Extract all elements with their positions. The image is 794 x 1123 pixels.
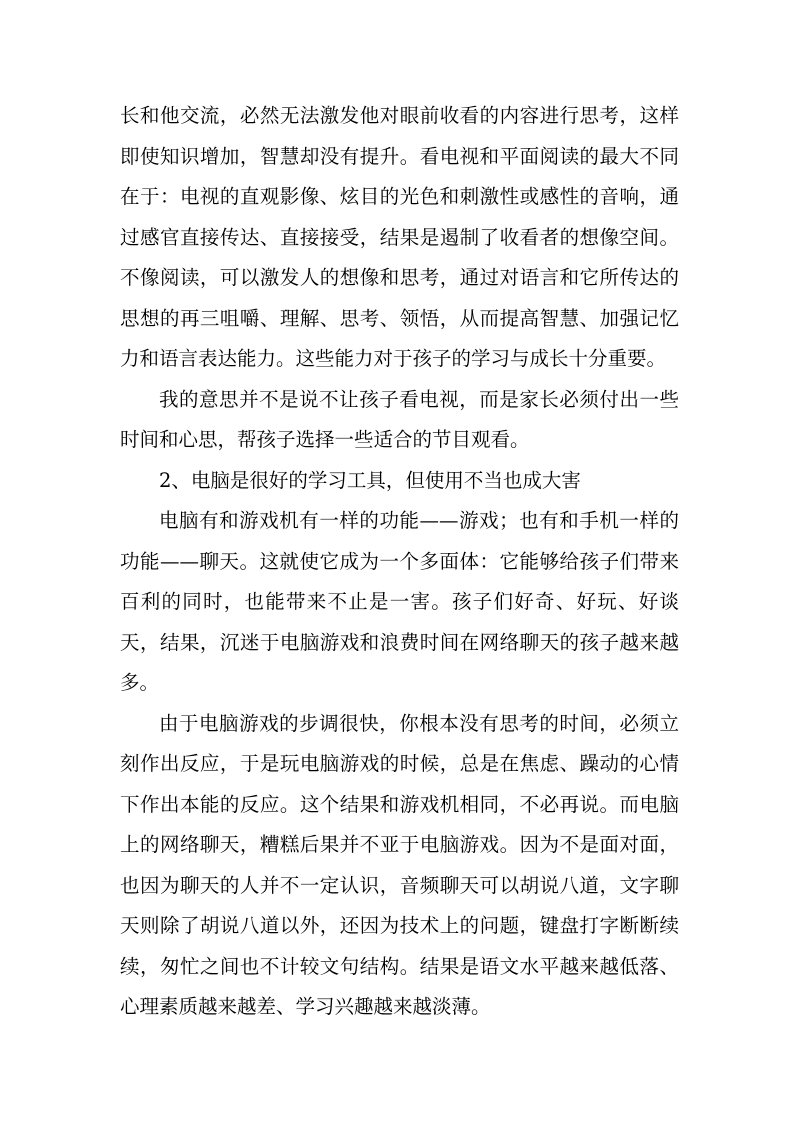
section-heading-computer: 2、电脑是很好的学习工具，但使用不当也成大害 [159, 468, 581, 492]
paragraph-computer-functions: 电脑有和游戏机有一样的功能——游戏；也有和手机一样的功能——聊天。这就使它成为一个多面体：它能够给孩子们带来百利的同时，也能带来不止是一害。孩子们好奇、好玩、好谈天，结果，沉迷于电脑游戏和浪费时间在网络聊天的孩子越来越多。 [120, 509, 679, 694]
paragraph-continued: 长和他交流，必然无法激发他对眼前收看的内容进行思考，这样即使知识增加，智慧却没有提升。看电视和平面阅读的最大不同在于：电视的直观影像、炫目的光色和刺激性或感性的音响，通过感官直接传达、直接接受，结果是遏制了收看者的想像空间。不像阅读，可以激发人的想像和思考，通过对语言和它所传达的思想的再三咀嚼、理解、思考、领悟，从而提高智慧、加强记忆力和语言表达能力。这些能力对于孩子的学习与成长十分重要。 [120, 104, 679, 370]
paragraph-tv-opinion: 我的意思并不是说不让孩子看电视，而是家长必须付出一些时间和心思，帮孩子选择一些适合的节目观看。 [120, 387, 679, 451]
paragraph-computer-games-chat: 由于电脑游戏的步调很快，你根本没有思考的时间，必须立刻作出反应，于是玩电脑游戏的时候，总是在焦虑、躁动的心情下作出本能的反应。这个结果和游戏机相同，不必再说。而电脑上的网络聊天，糟糕后果并不亚于电脑游戏。因为不是面对面，也因为聊天的人并不一定认识，音频聊天可以胡说八道，文字聊天则除了胡说八道以外，还因为技术上的问题，键盘打字断断续续，匆忙之间也不计较文句结构。结果是语文水平越来越低落、心理素质越来越差、学习兴趣越来越淡薄。 [120, 711, 679, 1018]
document-body [120, 96, 679, 1028]
